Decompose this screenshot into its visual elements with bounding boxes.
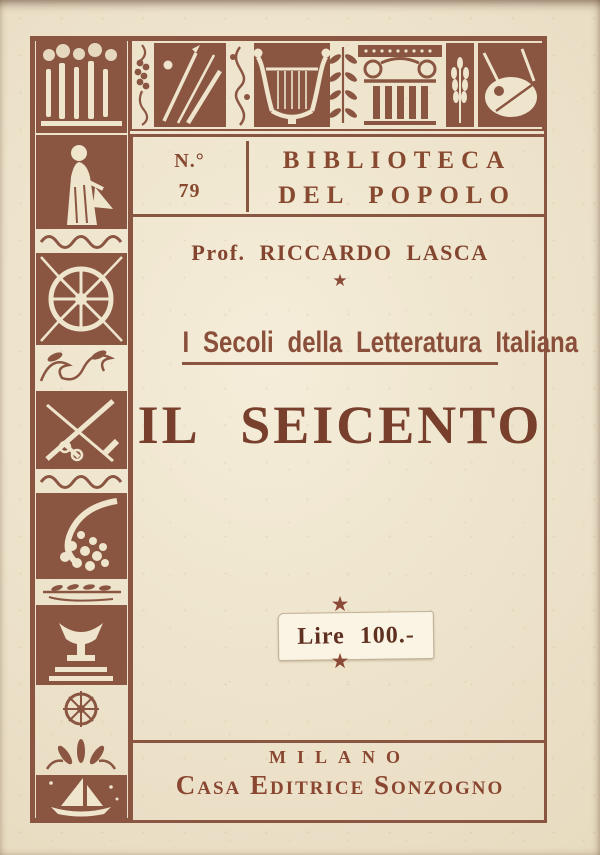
series-title-line2: DEL POPOLO (278, 182, 516, 209)
scroll-band-icon (41, 237, 121, 248)
wheat-spray-icon (43, 583, 121, 600)
issue-number-value: 79 (178, 180, 201, 202)
top-ornament-frieze (130, 39, 544, 131)
laurel-branch-icon (328, 47, 359, 123)
painter-brushes-icon (154, 43, 226, 127)
lyre-icon (254, 43, 331, 127)
series-title-line1: BIBLIOTECA (282, 147, 512, 174)
series-subtitle (133, 326, 579, 360)
star-icon: ★ (330, 649, 350, 673)
leaf-fan-icon (47, 739, 115, 769)
palette-and-brushes-icon (478, 43, 544, 127)
series-title (249, 143, 545, 213)
star-icon: ★ (330, 592, 350, 616)
crossed-tools-icon (36, 391, 127, 469)
muse-figure-icon (36, 135, 127, 229)
ships-wheel-icon (36, 253, 127, 345)
left-ornament-strip (33, 39, 130, 820)
grapevine-icon (135, 45, 150, 125)
header-bottom-rule (133, 214, 547, 217)
acanthus-scroll-icon (41, 348, 111, 381)
publisher-rule (133, 740, 547, 743)
author-name: Prof. RICCARDO LASCA (191, 240, 489, 265)
rosette-icon (63, 691, 99, 727)
forest-trees-icon (36, 41, 127, 133)
header-top-rule (133, 134, 547, 137)
price-label: Lire 100.- (297, 621, 415, 650)
cornucopia-icon (36, 493, 127, 579)
ionic-column-icon (358, 45, 442, 123)
issue-number (133, 146, 246, 206)
sailing-ship-icon (36, 775, 127, 818)
series-subtitle-text: I Secoli della Letteratura Italiana (182, 326, 579, 359)
publisher-city: MILANO (269, 747, 411, 767)
star-icon: ★ (332, 271, 348, 290)
content-left-rule (130, 134, 133, 823)
wheat-sheaf-icon (446, 43, 474, 127)
subtitle-underline (182, 362, 498, 365)
floral-scroll-icon (230, 47, 250, 125)
issue-number-label: N.° (174, 150, 205, 172)
chalice-icon (36, 605, 127, 685)
publisher-name: Casa Editrice Sonzogno (175, 770, 505, 800)
scroll-band-icon (41, 477, 121, 488)
book-title: IL SEICENTO (137, 395, 543, 455)
